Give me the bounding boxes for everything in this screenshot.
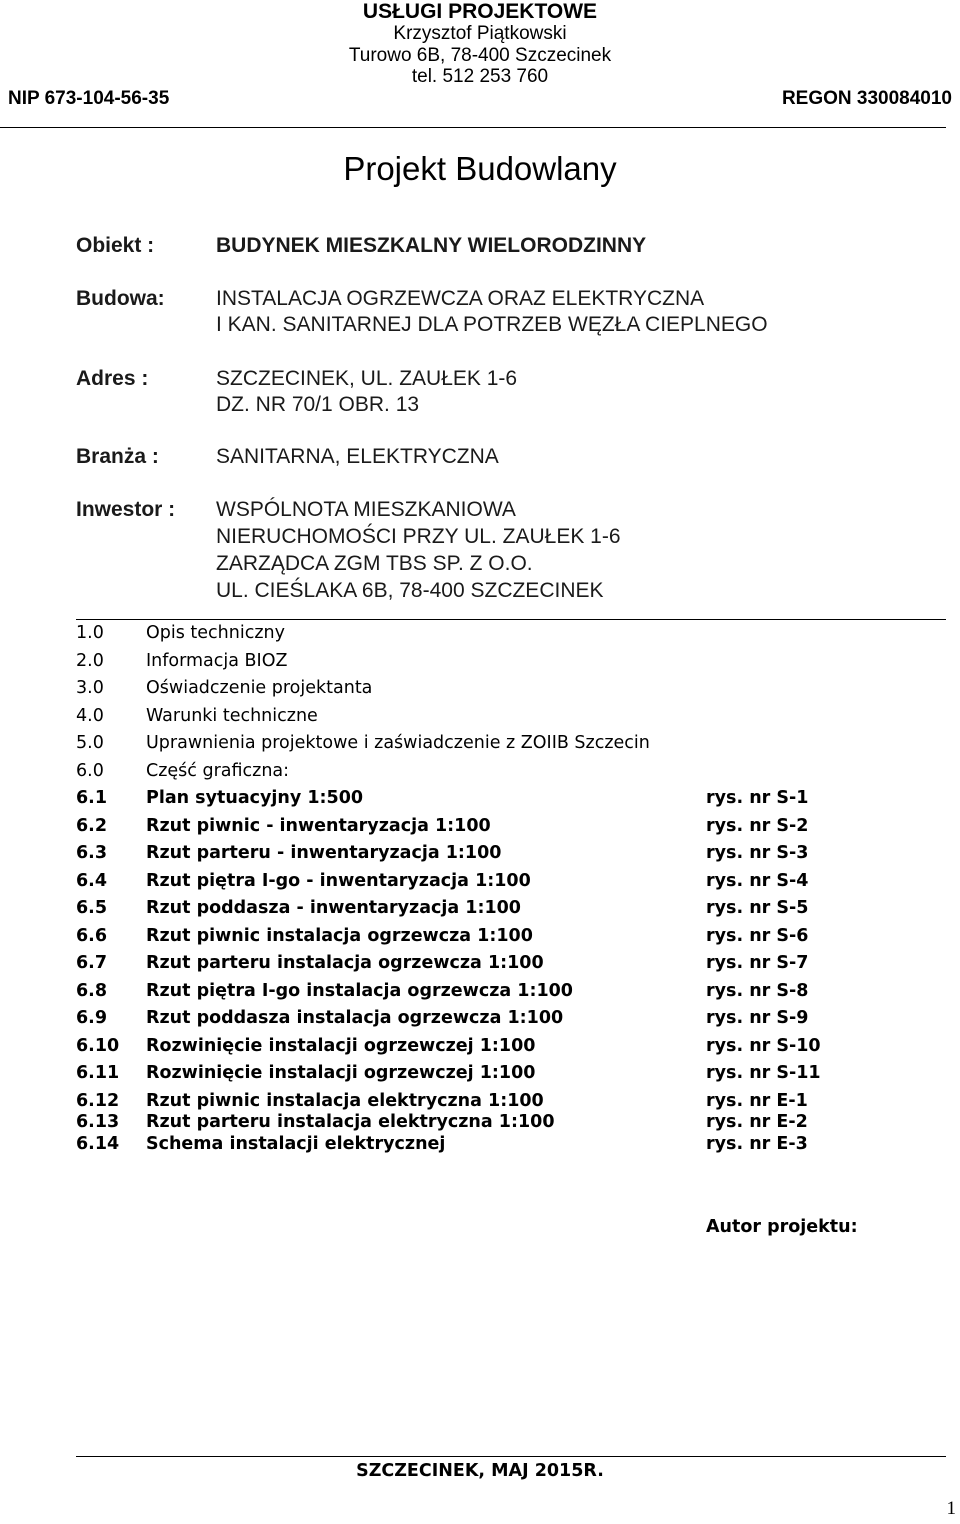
drawing-ref: rys. nr S-4 [706, 871, 809, 891]
list-item [76, 953, 836, 975]
company-phone: tel. 512 253 760 [411, 66, 549, 87]
branza-value: SANITARNA, ELEKTRYCZNA [216, 445, 499, 468]
drawing-ref: rys. nr S-1 [706, 788, 809, 808]
inwestor-line-3: ZARZĄDCA ZGM TBS SP. Z O.O. [216, 552, 533, 575]
item-number: 6.11 [76, 1063, 120, 1083]
budowa-line-2: I KAN. SANITARNEJ DLA POTRZEB WĘZŁA CIEPLNEGO [216, 313, 768, 336]
author-label: Autor projektu: [706, 1217, 858, 1237]
item-title: Opis techniczny [146, 623, 285, 643]
drawing-ref: rys. nr S-8 [706, 981, 809, 1001]
list-item [76, 678, 836, 700]
item-number: 2.0 [76, 651, 104, 671]
drawing-ref: rys. nr E-3 [706, 1134, 808, 1154]
adres-line-2: DZ. NR 70/1 OBR. 13 [216, 393, 420, 416]
company-owner: Krzysztof Piątkowski [393, 23, 567, 44]
inwestor-line-1: WSPÓLNOTA MIESZKANIOWA [216, 498, 516, 521]
obiekt-label: Obiekt : [76, 234, 155, 257]
list-item [76, 871, 836, 893]
obiekt-value: BUDYNEK MIESZKALNY WIELORODZINNY [216, 234, 647, 257]
item-title: Rzut parteru instalacja elektryczna 1:100 [146, 1112, 555, 1132]
item-title: Rzut piwnic instalacja ogrzewcza 1:100 [146, 926, 533, 946]
list-item [76, 926, 836, 948]
list-item [76, 816, 836, 838]
list-item [76, 898, 836, 920]
item-number: 6.6 [76, 926, 108, 946]
item-title: Część graficzna: [146, 761, 290, 781]
drawing-ref: rys. nr S-7 [706, 953, 809, 973]
item-number: 6.8 [76, 981, 108, 1001]
info-divider [76, 619, 946, 620]
drawing-ref: rys. nr S-5 [706, 898, 809, 918]
drawing-ref: rys. nr E-2 [706, 1112, 808, 1132]
inwestor-label: Inwestor : [76, 498, 176, 521]
item-number: 6.10 [76, 1036, 120, 1056]
item-title: Oświadczenie projektanta [146, 678, 373, 698]
item-title: Rozwinięcie instalacji ogrzewczej 1:100 [146, 1036, 536, 1056]
budowa-label: Budowa: [76, 287, 165, 310]
branza-label: Branża : [76, 445, 159, 468]
company-address: Turowo 6B, 78-400 Szczecinek [348, 45, 612, 66]
item-number: 6.5 [76, 898, 108, 918]
item-number: 6.7 [76, 953, 108, 973]
drawing-ref: rys. nr S-10 [706, 1036, 821, 1056]
list-item [76, 1091, 836, 1113]
footer-divider [76, 1456, 946, 1457]
list-item [76, 788, 836, 810]
adres-label: Adres : [76, 367, 149, 390]
item-title: Rzut poddasza - inwentaryzacja 1:100 [146, 898, 521, 918]
item-title: Uprawnienia projektowe i zaświadczenie z ZOIIB Szczecin [146, 733, 650, 753]
list-item [76, 843, 836, 865]
list-item [76, 651, 836, 673]
inwestor-line-2: NIERUCHOMOŚCI PRZY UL. ZAUŁEK 1-6 [216, 525, 621, 548]
item-number: 4.0 [76, 706, 104, 726]
list-item [76, 1112, 836, 1134]
list-item [76, 1134, 836, 1156]
item-number: 6.9 [76, 1008, 108, 1028]
item-title: Rzut poddasza instalacja ogrzewcza 1:100 [146, 1008, 564, 1028]
item-title: Rzut piwnic instalacja elektryczna 1:100 [146, 1091, 544, 1111]
item-title: Rzut piętra I-go instalacja ogrzewcza 1:100 [146, 981, 573, 1001]
item-title: Rzut piwnic - inwentaryzacja 1:100 [146, 816, 491, 836]
item-number: 6.13 [76, 1112, 120, 1132]
item-number: 6.2 [76, 816, 108, 836]
drawing-ref: rys. nr S-9 [706, 1008, 809, 1028]
list-item [76, 981, 836, 1003]
item-number: 6.3 [76, 843, 108, 863]
item-title: Plan sytuacyjny 1:500 [146, 788, 364, 808]
company-name: USŁUGI PROJEKTOWE [362, 0, 598, 23]
item-number: 6.4 [76, 871, 108, 891]
inwestor-line-4: UL. CIEŚLAKA 6B, 78-400 SZCZECINEK [216, 579, 604, 602]
item-number: 3.0 [76, 678, 104, 698]
item-title: Informacja BIOZ [146, 651, 288, 671]
item-number: 6.12 [76, 1091, 120, 1111]
nip-number: NIP 673-104-56-35 [8, 88, 170, 109]
budowa-line-1: INSTALACJA OGRZEWCZA ORAZ ELEKTRYCZNA [216, 287, 705, 310]
item-title: Warunki techniczne [146, 706, 318, 726]
item-number: 6.0 [76, 761, 104, 781]
list-item [76, 761, 836, 783]
item-title: Schema instalacji elektrycznej [146, 1134, 446, 1154]
drawing-ref: rys. nr E-1 [706, 1091, 808, 1111]
adres-line-1: SZCZECINEK, UL. ZAUŁEK 1-6 [216, 367, 518, 390]
list-item [76, 706, 836, 728]
header-divider [0, 127, 946, 128]
list-item [76, 623, 836, 645]
regon-number: REGON 330084010 [781, 88, 952, 109]
item-number: 6.14 [76, 1134, 120, 1154]
item-number: 5.0 [76, 733, 104, 753]
item-title: Rzut parteru - inwentaryzacja 1:100 [146, 843, 502, 863]
item-title: Rozwinięcie instalacji ogrzewczej 1:100 [146, 1063, 536, 1083]
item-title: Rzut parteru instalacja ogrzewcza 1:100 [146, 953, 544, 973]
drawing-ref: rys. nr S-11 [706, 1063, 821, 1083]
item-title: Rzut piętra I-go - inwentaryzacja 1:100 [146, 871, 531, 891]
list-item [76, 733, 836, 755]
list-item [76, 1008, 836, 1030]
drawing-ref: rys. nr S-3 [706, 843, 809, 863]
drawing-ref: rys. nr S-2 [706, 816, 809, 836]
list-item [76, 1036, 836, 1058]
footer-place-date: SZCZECINEK, MAJ 2015R. [356, 1461, 604, 1481]
list-item [76, 1063, 836, 1085]
drawing-ref: rys. nr S-6 [706, 926, 809, 946]
item-number: 6.1 [76, 788, 108, 808]
page-number: 1 [946, 1498, 956, 1519]
item-number: 1.0 [76, 623, 104, 643]
document-title: Projekt Budowlany [343, 150, 617, 187]
